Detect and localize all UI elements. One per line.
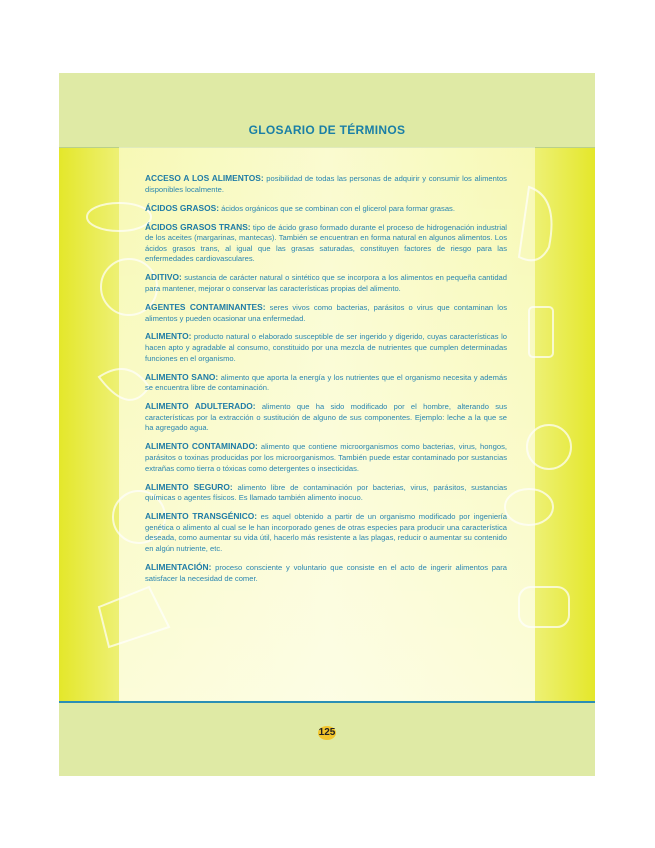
glossary-term: ALIMENTO CONTAMINADO: — [145, 441, 258, 452]
bowl-illustration — [87, 203, 151, 231]
herb-illustration — [99, 369, 149, 400]
glossary-entry — [145, 272, 507, 294]
glossary-term: ALIMENTO TRANSGÉNICO: — [145, 511, 258, 522]
glossary-definition: alimento que aporta la energía y los nutrientes que el organismo necesita y además se encuentra libre de contaminación. — [145, 372, 507, 393]
bottle-illustration — [529, 307, 553, 357]
glossary-entry — [145, 222, 507, 265]
glossary-term: ALIMENTO ADULTERADO: — [145, 401, 256, 412]
cheese-illustration — [99, 587, 169, 647]
glossary-entry — [145, 302, 507, 324]
glossary-entry — [145, 372, 507, 394]
glossary-term: ÁCIDOS GRASOS TRANS: — [145, 221, 251, 232]
glossary-term: ÁCIDOS GRASOS: — [145, 202, 219, 213]
glossary-definition: es aquel obtenido a partir de un organismo modificado por ingeniería genética o alimento al cual se le han incorporado genes de otras especies para producir una característica deseada, como aumentar su vida útil, hacerlo más resistente a las plagas, reducir o aumentar su contenido en algún nutriente, etc. — [145, 512, 507, 553]
glossary-definition: alimento libre de contaminación por bacterias, virus, parásitos, sustancias químicas o agentes físicos. Es llamado también alimento inocuo. — [145, 482, 507, 503]
glossary-definition: proceso consciente y voluntario que consiste en el acto de ingerir alimentos para satisfacer la necesidad de comer. — [145, 562, 507, 583]
glossary-entry — [145, 441, 507, 474]
glossary-definition: tipo de ácido graso formado durante el proceso de hidrogenación industrial de los aceites (margarinas, mantecas). También se encuentran en forma natural en algunos alimentos. Los ácidos grasos trans, al igual que las grasas saturadas, constituyen factores de riesgo para las enfermedades cardiovasculares. — [145, 222, 507, 264]
glossary-entry — [145, 511, 507, 554]
glossary-entry — [145, 562, 507, 584]
glossary-term: ALIMENTO: — [145, 331, 192, 342]
glossary-term: ALIMENTO SEGURO: — [145, 481, 233, 492]
page-number: 125 — [318, 727, 336, 738]
chicken-leg-illustration — [519, 187, 552, 260]
glossary-definition: alimento que contiene microorganismos como bacterias, virus, hongos, parásitos o toxinas producidas por los microorganismos. También puede estar contaminado por sustancias extrañas como tierra o tóxicas como detergentes o insecticidas. — [145, 442, 508, 473]
glossary-term: ACCESO A LOS ALIMENTOS: — [145, 173, 264, 183]
glossary-term: ADITIVO: — [145, 272, 182, 283]
glossary-definition: sustancia de carácter natural o sintético que se incorpora a los alimentos en pequeña cantidad para mantener, mejorar o conservar las características propias del alimento. — [145, 273, 507, 293]
glossary-term: ALIMENTACIÓN: — [145, 561, 212, 572]
glossary-definition: producto natural o elaborado susceptible de ser ingerido y digerido, cuyas características lo hacen apto y agradable al consumo, constituido por una mezcla de nutrientes que cumplen determinadas funciones en el organismo. — [145, 332, 507, 363]
tomato-illustration — [527, 425, 571, 469]
glossary-definition: ácidos orgánicos que se combinan con el glicerol para formar grasas. — [219, 203, 455, 213]
glossary-entry — [145, 331, 507, 364]
page-title: GLOSARIO DE TÉRMINOS — [248, 123, 406, 137]
glossary-entry — [145, 203, 507, 215]
glossary-definition: alimento que ha sido modificado por el hombre, alterando sus características por la extracción o sustitución de alguno de sus componentes. Ejemplo: leche a la que se ha agregado agua. — [145, 402, 508, 433]
fruit-illustration — [505, 489, 553, 525]
glossary-list — [145, 173, 507, 592]
glossary-entry — [145, 401, 507, 434]
glossary-entry — [145, 482, 507, 504]
glossary-term: AGENTES CONTAMINANTES: — [145, 301, 266, 312]
glossary-entry — [145, 173, 507, 195]
bread-illustration — [519, 587, 569, 627]
glossary-page — [59, 73, 595, 776]
glossary-term: ALIMENTO SANO: — [145, 371, 219, 382]
glossary-definition: posibilidad de todas las personas de adquirir y consumir los alimentos disponibles localmente. — [145, 174, 507, 194]
glossary-definition: seres vivos como bacterias, parásitos o virus que contaminan los alimentos y pueden ocasionar una enfermedad. — [145, 302, 507, 323]
